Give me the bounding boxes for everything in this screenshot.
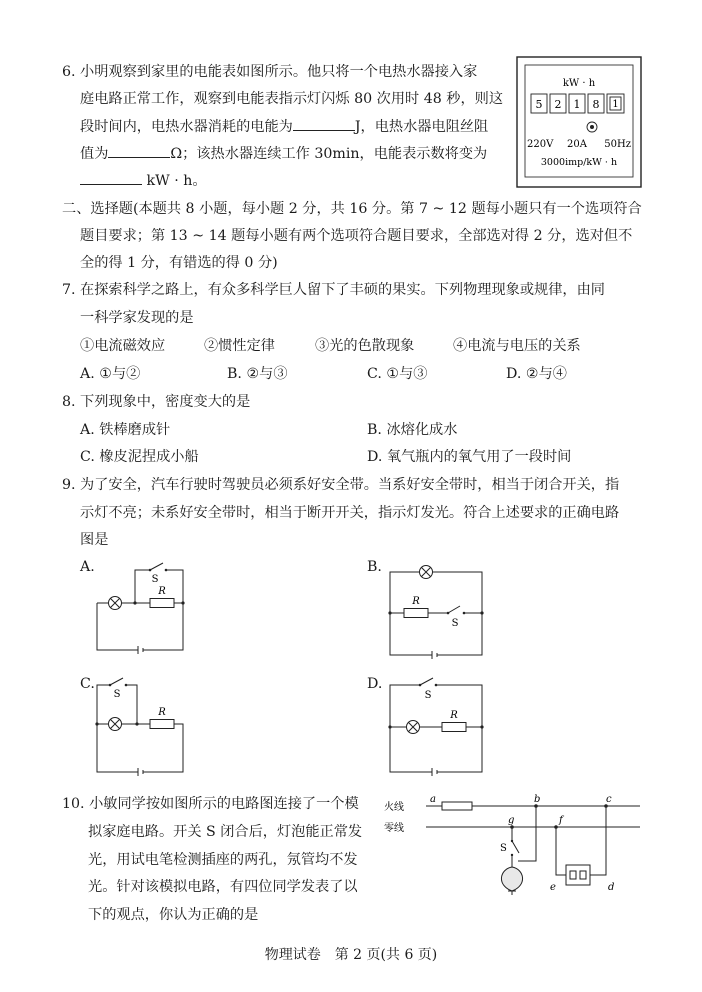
q7-option-c[interactable]: C. ①与③ [367, 366, 428, 382]
q9-option-a-label[interactable]: A. [80, 559, 95, 575]
circuit-b-switch-label: S [451, 618, 459, 629]
meter-unit: kW · h [562, 78, 596, 89]
q6-line-4 [80, 143, 487, 164]
q7-option-a[interactable]: A. ①与② [80, 366, 141, 382]
q8-option-a[interactable]: A. 铁棒磨成针 [80, 422, 171, 438]
q6-text-c: 值为 [80, 146, 109, 162]
circuit-a-resistor-label: R [158, 586, 166, 597]
energy-meter-figure [516, 56, 642, 188]
q8-option-b[interactable]: B. 冰熔化成水 [367, 422, 458, 438]
point-d: d [608, 882, 615, 893]
q7-line-1: 7. 在探索科学之路上，有众多科学巨人留下了丰硕的果实。下列物理现象或规律，由同 [62, 282, 605, 298]
q6-blank-energy[interactable] [293, 116, 355, 131]
q10-line-1: 10. 小敏同学按如图所示的电路图连接了一个模 [62, 796, 359, 812]
q9-line-3: 图是 [80, 532, 109, 548]
section2-line-2: 题目要求；第 13 ~ 14 题每小题有两个选项符合题目要求，全部选对得 2 分，选对但不 [80, 228, 633, 244]
page-footer: 物理试卷 第 2 页(共 6 页) [264, 947, 438, 963]
q7-item-1: ①电流磁效应 [80, 338, 166, 354]
q7-option-d[interactable]: D. ②与④ [506, 366, 567, 382]
neutral-wire-label: 零线 [384, 823, 404, 834]
meter-constant: 3000imp/kW · h [540, 157, 618, 168]
q6-line-1: 6. 小明观察到家里的电能表如图所示。他只将一个电热水器接入家 [62, 64, 478, 80]
q9-circuit-a[interactable] [90, 555, 195, 660]
q10-line-3: 光，用试电笔检测插座的两孔，氖管均不发 [88, 852, 358, 868]
q9-circuit-b[interactable] [382, 555, 492, 665]
q6-line-2: 庭电路正常工作，观察到电能表指示灯闪烁 80 次用时 48 秒，则这 [80, 91, 504, 107]
q9-option-d-label[interactable]: D. [367, 676, 383, 692]
q6-line-3 [80, 116, 488, 137]
section2-line-3: 全的得 1 分，有错选的得 0 分) [80, 255, 278, 271]
q7-line-2: 一科学家发现的是 [80, 310, 194, 326]
q9-circuit-c[interactable] [90, 672, 195, 782]
q9-line-2: 示灯不亮；未系好安全带时，相当于断开开关，指示灯发光。符合上述要求的正确电路 [80, 505, 620, 521]
switch-s-label: S [500, 843, 507, 854]
q6-text-a: 段时间内，电热水器消耗的电能为 [80, 119, 293, 135]
point-g: g [508, 815, 515, 826]
q6-blank-reading[interactable] [80, 170, 142, 185]
q10-household-circuit [384, 793, 646, 901]
circuit-a-switch-label: S [151, 574, 159, 585]
q9-circuit-d[interactable] [382, 672, 492, 782]
q6-text-e: kW · h。 [146, 173, 207, 189]
circuit-c-resistor-label: R [158, 707, 166, 718]
q6-text-b: J，电热水器电阻丝阻 [354, 119, 489, 135]
meter-voltage: 220V [527, 139, 554, 150]
q8-stem: 8. 下列现象中，密度变大的是 [62, 394, 251, 410]
meter-digit-2: 2 [554, 98, 562, 111]
meter-current: 20A [567, 139, 587, 150]
q8-option-c[interactable]: C. 橡皮泥捏成小船 [80, 449, 199, 465]
q9-line-1: 9. 为了安全，汽车行驶时驾驶员必须系好安全带。当系好安全带时，相当于闭合开关，指 [62, 477, 620, 493]
q9-option-c-label[interactable]: C. [80, 676, 95, 692]
q7-item-3: ③光的色散现象 [315, 338, 415, 354]
q7-item-2: ②惯性定律 [204, 338, 275, 354]
circuit-d-resistor-label: R [450, 710, 458, 721]
meter-digit-3: 1 [573, 98, 581, 111]
q6-blank-resistance[interactable] [108, 143, 170, 158]
meter-frequency: 50Hz [604, 139, 631, 150]
q6-line-5 [80, 170, 207, 191]
q10-line-5: 下的观点，你认为正确的是 [88, 907, 259, 923]
q10-line-4: 光。针对该模拟电路，有四位同学发表了以 [88, 879, 358, 895]
q7-option-b[interactable]: B. ②与③ [227, 366, 288, 382]
point-c: c [606, 794, 612, 805]
meter-digit-1: 5 [535, 98, 543, 111]
circuit-d-switch-label: S [424, 690, 432, 701]
q7-item-4: ④电流与电压的关系 [453, 338, 581, 354]
point-f: f [559, 815, 563, 826]
point-b: b [534, 794, 541, 805]
point-a: a [430, 794, 436, 805]
q10-line-2: 拟家庭电路。开关 S 闭合后，灯泡能正常发 [88, 824, 363, 840]
circuit-c-switch-label: S [113, 689, 121, 700]
circuit-b-resistor-label: R [412, 596, 420, 607]
q6-text-d: Ω；该热水器连续工作 30min，电能表示数将变为 [170, 146, 488, 162]
meter-digit-5: 1 [612, 99, 619, 110]
live-wire-label: 火线 [384, 802, 404, 813]
point-e: e [550, 882, 556, 893]
meter-digit-4: 8 [592, 98, 600, 111]
q8-option-d[interactable]: D. 氧气瓶内的氧气用了一段时间 [367, 449, 572, 465]
q9-option-b-label[interactable]: B. [367, 559, 382, 575]
section2-line-1: 二、选择题(本题共 8 小题，每小题 2 分，共 16 分。第 7 ~ 12 题每小题只有一个选项符合 [62, 201, 642, 217]
